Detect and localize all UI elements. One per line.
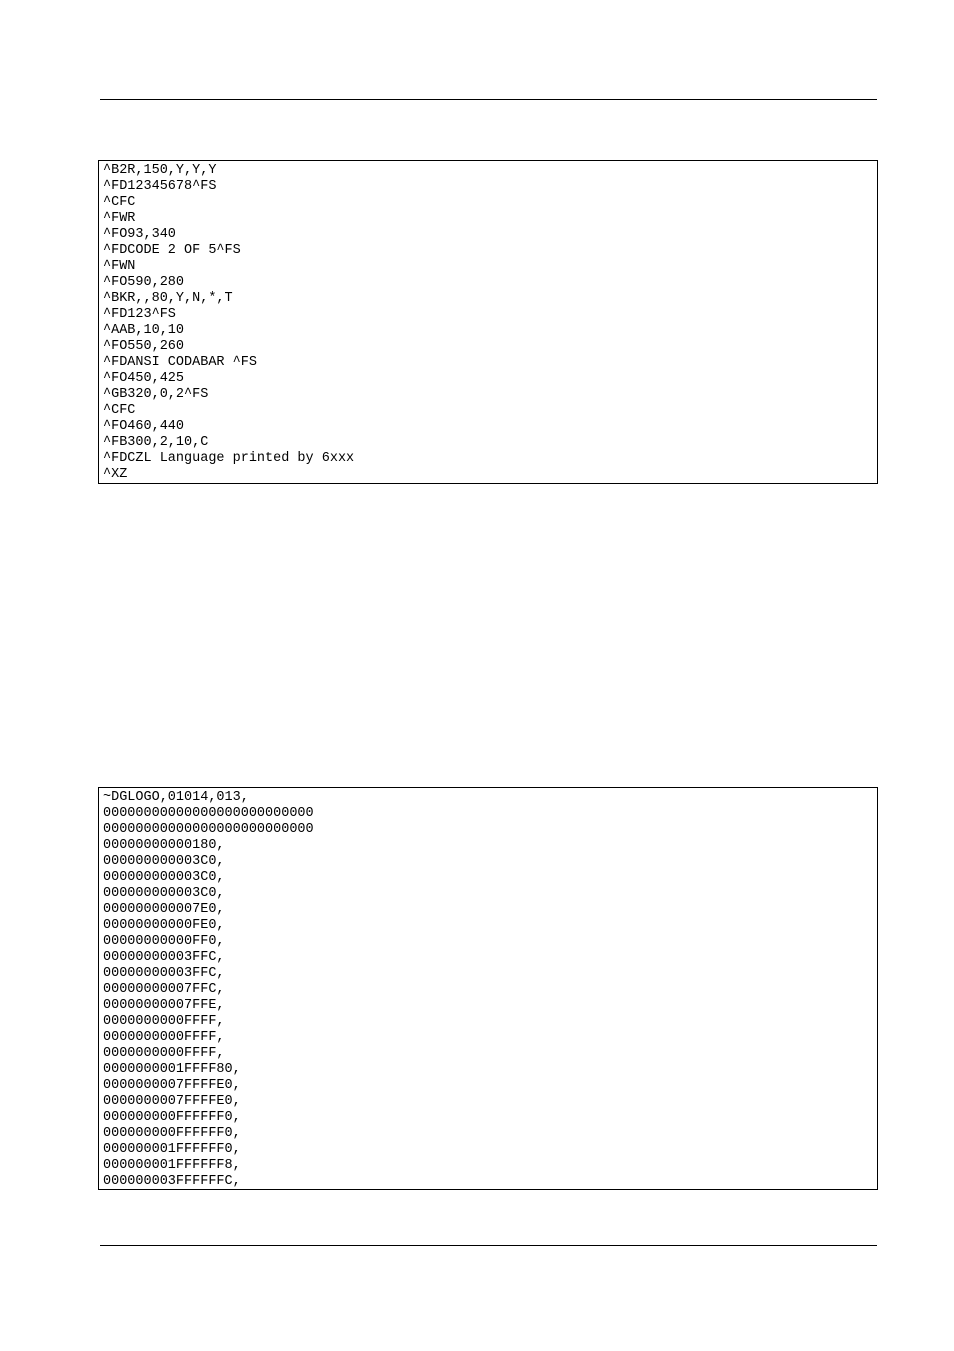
code-line: ^B2R,150,Y,Y,Y (103, 163, 217, 178)
code-line: ~DGLOGO,01014,013, (103, 790, 249, 805)
code-line: 00000000003FFC, (103, 950, 225, 965)
code-line: ^FDANSI CODABAR ^FS (103, 355, 257, 370)
code-line: ^FDCODE 2 OF 5^FS (103, 243, 241, 258)
code-listing-graphic (98, 787, 878, 1190)
code-line: ^CFC (103, 403, 136, 418)
code-line: 0000000000FFFF, (103, 1014, 225, 1029)
code-line: 000000000003C0, (103, 886, 225, 901)
code-line: 000000000003C0, (103, 870, 225, 885)
code-line: ^FO450,425 (103, 371, 185, 386)
code-line: 000000001FFFFFF8, (103, 1158, 241, 1173)
code-line: 0000000007FFFFE0, (103, 1094, 241, 1109)
code-line: 000000000007E0, (103, 902, 225, 917)
code-line: ^FO550,260 (103, 339, 185, 354)
code-line: 000000003FFFFFFC, (103, 1174, 241, 1189)
code-line: ^CFC (103, 195, 136, 210)
code-line: 00000000007FFC, (103, 982, 225, 997)
code-line: 00000000000FF0, (103, 934, 225, 949)
code-line: 00000000007FFE, (103, 998, 225, 1013)
code-line: 00000000003FFC, (103, 966, 225, 981)
code-line: 000000000003C0, (103, 854, 225, 869)
code-line: 000000000FFFFFF0, (103, 1110, 241, 1125)
header-rule (100, 99, 877, 100)
code-line: 00000000000FE0, (103, 918, 225, 933)
footer-rule (100, 1245, 877, 1246)
code-line: 00000000000180, (103, 838, 225, 853)
code-line: ^XZ (103, 467, 128, 482)
code-line: 00000000000000000000000000 (103, 806, 314, 821)
code-line: 00000000000000000000000000 (103, 822, 314, 837)
code-line: ^FO460,440 (103, 419, 185, 434)
code-line: ^AAB,10,10 (103, 323, 185, 338)
code-line: 0000000000FFFF, (103, 1046, 225, 1061)
code-line: ^FD12345678^FS (103, 179, 217, 194)
code-listing-zpl (98, 160, 878, 484)
code-line: ^FB300,2,10,C (103, 435, 209, 450)
code-line: 0000000007FFFFE0, (103, 1078, 241, 1093)
code-line: ^GB320,0,2^FS (103, 387, 209, 402)
code-line: ^FO590,280 (103, 275, 185, 290)
code-line: ^FWR (103, 211, 136, 226)
code-line: ^FO93,340 (103, 227, 176, 242)
code-line: 000000001FFFFFF0, (103, 1142, 241, 1157)
code-line: 0000000000FFFF, (103, 1030, 225, 1045)
code-line: 0000000001FFFF80, (103, 1062, 241, 1077)
code-line: ^FD123^FS (103, 307, 176, 322)
code-line: 000000000FFFFFF0, (103, 1126, 241, 1141)
code-line: ^BKR,,80,Y,N,*,T (103, 291, 233, 306)
code-line: ^FDCZL Language printed by 6xxx (103, 451, 355, 466)
code-line: ^FWN (103, 259, 136, 274)
